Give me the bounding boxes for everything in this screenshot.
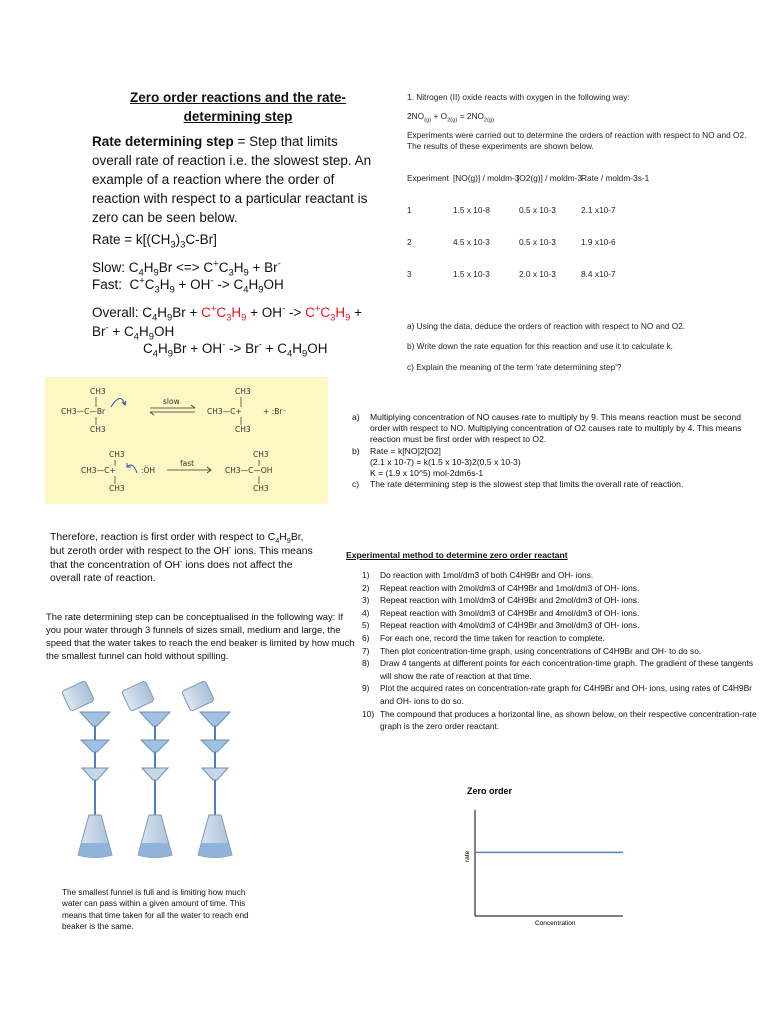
step-text: Draw 4 tangents at different points for each concentration-time graph. The gradient of these tangents will show the rate of reaction at that time. xyxy=(380,658,754,681)
chart-svg xyxy=(455,780,635,930)
step-text: Then plot concentration-time graph, using concentrations of C4H9Br and OH- to do so. xyxy=(380,645,702,656)
fast-label: Fast: xyxy=(92,277,126,292)
slow-step: Slow: $C_4H_9Br$ <=> $C^+C_3H_9 + Br^-$ xyxy=(92,258,281,279)
table-row xyxy=(407,204,657,216)
top-product-ch3-bottom: CH3 xyxy=(235,425,251,434)
step-text: Repeat reaction with 3mol/dm3 of C4H9Br and 4mol/dm3 of OH- ions. xyxy=(380,607,640,618)
top-reactant-main: CH3—C—Br xyxy=(61,407,106,416)
experiments-text: Experiments were carried out to determine the orders of reaction with respect to NO and O2. The results of these experiments are shown below. xyxy=(407,130,747,151)
funnel-stack-3 xyxy=(182,681,232,858)
rds-definition xyxy=(92,132,372,227)
list-item: 6) For each one, record the time taken for reaction to complete. xyxy=(362,632,605,643)
step-text: Repeat reaction with 4mol/dm3 of C4H9Br and 3mol/dm3 of OH- ions. xyxy=(380,620,640,631)
bottom-product-ch3-bottom: CH3 xyxy=(253,484,269,493)
list-item: 5) Repeat reaction with 4mol/dm3 of C4H9Br and 3mol/dm3 of OH- ions. xyxy=(362,620,640,631)
fast-label-arrow: fast xyxy=(180,459,195,468)
cell-o2: 0.5 x 10-3 xyxy=(519,205,556,215)
page-title: Zero order reactions and the rate-determining step xyxy=(129,90,347,124)
y-axis-label: rate xyxy=(464,850,471,862)
step-text: The compound that produces a horizontal line, as shown below, on their respective concentration-rate graph is the zero order reactant. xyxy=(380,708,757,732)
funnel-caption: The smallest funnel is full and is limiting how much water can pass within a given amount of time. This means that time taken for all the water to reach end beaker is the same. xyxy=(62,888,249,932)
rds-term: Rate determining step xyxy=(92,134,234,149)
x-axis-label: Concentration xyxy=(535,920,576,927)
overall-label: Overall: xyxy=(92,305,143,320)
chart-title: Zero order xyxy=(467,786,513,796)
answer-b: b) Rate = k[NO]2[O2] (2.1 x 10-7) = k(1.5 x 10-3)2(0.5 x 10-3) K = (1.9 x 10^5) mol-2dm6s-1 xyxy=(352,446,762,480)
top-product-main: CH3—C+ xyxy=(207,407,242,416)
mechanism-diagram xyxy=(45,377,328,504)
bottom-product-main: CH3—C—OH xyxy=(225,466,273,475)
answer-c: c) The rate determining step is the slowest step that limits the overall rate of reaction. xyxy=(352,479,684,490)
answers xyxy=(352,412,762,490)
rate-equation: Rate = $k[(CH_3)_3C-Br]$ xyxy=(92,232,217,251)
net-eq: $C_4H_9Br + OH^- -> Br^- + C_4H_9OH$ xyxy=(143,339,328,360)
cell-o2: 2.0 x 10-3 xyxy=(519,269,556,279)
list-item: 7) Then plot concentration-time graph, using concentrations of C4H9Br and OH- to do so. xyxy=(362,645,702,656)
step-text: Repeat reaction with 1mol/dm3 of C4H9Br and 2mol/dm3 of OH- ions. xyxy=(380,595,640,606)
cell-no: 4.5 x 10-3 xyxy=(453,237,490,247)
mechanism-svg xyxy=(45,377,328,504)
top-reactant-ch3-top: CH3 xyxy=(90,387,106,396)
table-header xyxy=(407,172,657,186)
th-no: [NO(g)] / moldm-3 xyxy=(453,173,520,183)
list-item: 2) Repeat reaction with 2mol/dm3 of C4H9Br and 1mol/dm3 of OH- ions. xyxy=(362,582,640,593)
question-1: 1. Nitrogen (II) oxide reacts with oxygen in the following way: xyxy=(407,92,630,102)
data-table xyxy=(407,172,657,186)
list-item: 3) Repeat reaction with 1mol/dm3 of C4H9Br and 2mol/dm3 of OH- ions. xyxy=(362,595,640,606)
table-row xyxy=(407,268,657,280)
therefore-paragraph: Therefore, reaction is first order with respect to $C_4H_9Br$, but zeroth order with respect to the OH- ions. This means that the concentration of OH- ions does not affect the overall rate of reaction. xyxy=(50,532,313,585)
funnel-illustration xyxy=(60,680,260,866)
list-item: 9) Plot the acquired rates on concentration-rate graph for C4H9Br and OH- ions, using rates of C4H9Br and OH- ions to do so. xyxy=(362,683,752,706)
cell-rate: 8.4 x10-7 xyxy=(581,269,616,279)
answer-a: a) Multiplying concentration of NO causes rate to multiply by 9. This means reaction must be second order with respect to NO. Multiplying concentration of O2 causes rate to multiply by 4. This means reaction must be first order with respect to O2. xyxy=(352,412,742,445)
bottom-product-ch3-top: CH3 xyxy=(253,450,269,459)
funnel-stack-1 xyxy=(62,681,112,858)
answer-b2: (2.1 x 10-7) = k(1.5 x 10-3)2(0.5 x 10-3) xyxy=(370,456,521,467)
slow-label: Slow: xyxy=(92,260,129,275)
cell-rate: 1.9 x10-6 xyxy=(581,237,616,247)
top-reactant-ch3-bottom: CH3 xyxy=(90,425,106,434)
cell-exp: 1 xyxy=(407,205,412,215)
list-item: 10) The compound that produces a horizontal line, as shown below, on their respective concentration-rate graph is the zero order reactant. xyxy=(362,708,757,732)
reaction-equation: $2NO_{(g)} + O_{2(g)} = 2NO_{2(g)}$ xyxy=(407,111,495,124)
question-b: b) Write down the rate equation for this reaction and use it to calculate k. xyxy=(407,341,673,351)
zero-order-chart xyxy=(455,780,635,930)
overall-eq: Overall: $C_4H_9Br + C^+C_3H_9 + OH^- -> C^+C_3H_9 + Br^- + C_4H_9OH$ xyxy=(92,303,363,343)
cell-no: 1.5 x 10-8 xyxy=(453,205,490,215)
list-item: 8) Draw 4 tangents at different points for each concentration-time graph. The gradient of these tangents will show the rate of reaction at that time. xyxy=(362,658,754,681)
answer-b1: Rate = k[NO]2[O2] xyxy=(370,445,441,456)
cell-no: 1.5 x 10-3 xyxy=(453,269,490,279)
funnel-intro: The rate determining step can be conceptualised in the following way: If you pour water through 3 funnels of sizes small, medium and large, the speed that the water takes to reach the end beaker is limited by how much the smallest funnel can hold without spilling. xyxy=(46,611,355,661)
step-text: For each one, record the time taken for reaction to complete. xyxy=(380,632,605,643)
list-item: 4) Repeat reaction with 3mol/dm3 of C4H9Br and 4mol/dm3 of OH- ions. xyxy=(362,607,640,618)
funnel-svg xyxy=(60,680,260,866)
th-experiment: Experiment xyxy=(407,173,449,183)
bromide-ion: + :Br⁻ xyxy=(263,407,287,416)
hydroxide: :ÖH xyxy=(141,466,156,475)
bottom-reactant-ch3-bottom: CH3 xyxy=(109,484,125,493)
cell-exp: 3 xyxy=(407,269,412,279)
bottom-reactant-ch3-top: CH3 xyxy=(109,450,125,459)
top-product-ch3-top: CH3 xyxy=(235,387,251,396)
step-text: Do reaction with 1mol/dm3 of both C4H9Br and OH- ions. xyxy=(380,570,594,580)
th-o2: [O2(g)] / moldm-3 xyxy=(517,173,583,183)
rds-definition-text: = Step that limits overall rate of reaction i.e. the slowest step. An example of a reaction where the order of reaction with respect to a particular reactant is zero can be seen below. xyxy=(92,134,372,225)
bottom-reactant-main: CH3—C+ xyxy=(81,466,116,475)
cell-exp: 2 xyxy=(407,237,412,247)
table-row xyxy=(407,236,657,248)
cell-rate: 2.1 x10-7 xyxy=(581,205,616,215)
answer-a-text: Multiplying concentration of NO causes rate to multiply by 9. This means reaction must be second order with respect to NO. Multiplying concentration of O2 causes rate to multiply by 4. This means reaction must be first order with respect to O2. xyxy=(370,412,742,445)
th-rate: Rate / moldm-3s-1 xyxy=(581,173,650,183)
step-text: Repeat reaction with 2mol/dm3 of C4H9Br and 1mol/dm3 of OH- ions. xyxy=(380,582,640,593)
slow-label-arrow: slow xyxy=(163,397,180,406)
question-a: a) Using the data, deduce the orders of reaction with respect to NO and O2. xyxy=(407,321,686,331)
question-c: c) Explain the meaning of the term 'rate determining step'? xyxy=(407,362,622,372)
method-title: Experimental method to determine zero order reactant xyxy=(346,550,568,560)
cell-o2: 0.5 x 10-3 xyxy=(519,237,556,247)
list-item: 1) Do reaction with 1mol/dm3 of both C4H9Br and OH- ions. xyxy=(362,570,594,580)
step-text: Plot the acquired rates on concentration-rate graph for C4H9Br and OH- ions, using rates of C4H9Br and OH- ions to do so. xyxy=(380,683,752,706)
method-list xyxy=(362,569,767,733)
fast-step: Fast: $C^+C_3H_9 + OH^- -> C_4H_9OH$ xyxy=(92,275,284,296)
answer-c-text: The rate determining step is the slowest step that limits the overall rate of reaction. xyxy=(370,479,684,490)
answer-b3: K = (1.9 x 10^5) mol-2dm6s-1 xyxy=(370,468,484,479)
funnel-stack-2 xyxy=(122,681,172,858)
